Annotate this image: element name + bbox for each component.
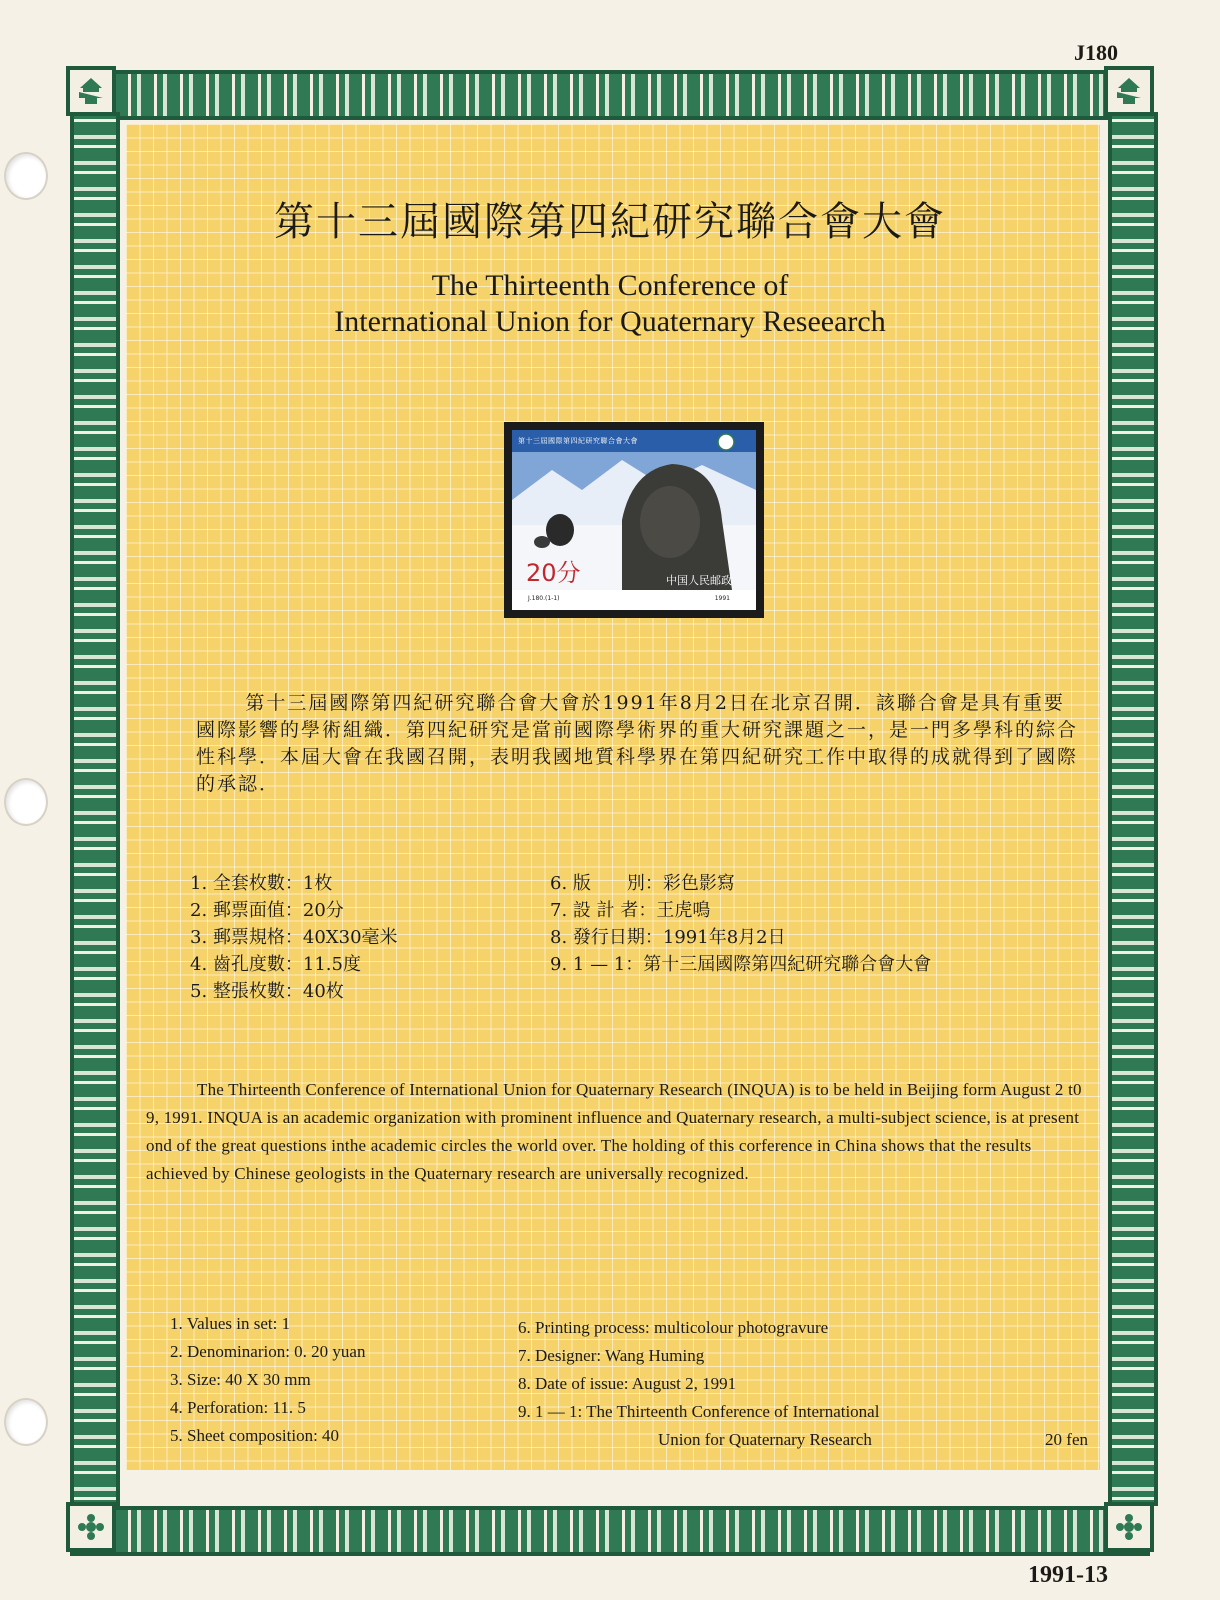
pagoda-icon <box>76 76 106 106</box>
spec-item <box>518 1426 1088 1454</box>
binder-hole-bottom <box>4 1398 48 1446</box>
specs-english-right <box>518 1314 1088 1454</box>
border-bottom <box>70 1506 1150 1556</box>
spec-item-continuation: Union for Quaternary Research <box>658 1430 872 1449</box>
spec-item: 1. 全套枚數：1枚 <box>190 873 333 894</box>
spec-item: 8. Date of issue: August 2, 1991 <box>518 1374 737 1393</box>
stamp <box>512 430 756 610</box>
page-code: J180 <box>1074 40 1118 65</box>
description-english: The Thirteenth Conference of International Union for Quaternary Research (INQUA) is to be held in Beijing form August 2 t0 9, 1991. INQUA is an academic organization with prominent influence and Quaternary research, a multi-subject science, is at present ond of the great questions inthe academic circles the world over. The holding of this corference in China shows that the results achieved by Chinese geologists in the Quaternary research are universally recognized. <box>146 1080 1082 1183</box>
spec-item: 9. 1 — 1: The Thirteenth Conference of International <box>518 1402 880 1421</box>
spec-item: 4. 齒孔度數：11.5度 <box>190 954 361 975</box>
spec-item: 3. Size: 40 X 30 mm <box>170 1370 311 1389</box>
stamp-denomination: 20分 <box>526 559 581 587</box>
pagoda-icon <box>1114 76 1144 106</box>
spec-item: 2. Denominarion: 0. 20 yuan <box>170 1342 366 1361</box>
stamp-code: J.180.(1-1) <box>528 595 560 602</box>
description-chinese: 第十三屆國際第四紀研究聯合會大會於1991年8月2日在北京召開．該聯合會是具有重要國際影響的學術組織．第四紀研究是當前國際學術界的重大研究課題之一，是一門多學科的綜合性科學．本屆大會在我國召開，表明我國地質科學界在第四紀研究工作中取得的成就得到了國際的承認． <box>196 692 1079 795</box>
spec-item: 6. Printing process: multicolour photogravure <box>518 1318 829 1337</box>
spec-item: 1. Values in set: 1 <box>170 1314 291 1333</box>
spec-item: 2. 郵票面值：20分 <box>190 900 344 921</box>
specs-chinese-left <box>190 870 398 1005</box>
spec-value-fen: 20 fen <box>1045 1430 1088 1449</box>
corner-ornament-top-left <box>66 66 116 116</box>
stamp-mount <box>504 422 764 618</box>
corner-ornament-top-right <box>1104 66 1154 116</box>
specs-english-left <box>170 1310 365 1450</box>
corner-ornament-bottom-left <box>66 1502 116 1552</box>
spec-item: 5. Sheet composition: 40 <box>170 1426 340 1445</box>
title-english <box>270 268 950 340</box>
corner-ornament-bottom-right <box>1104 1502 1154 1552</box>
spec-item: 9. 1 — 1：第十三屆國際第四紀研究聯合會大會 <box>550 954 932 975</box>
title-english-line1: The Thirteenth Conference of <box>431 269 789 302</box>
spec-item: 7. 設 計 者：王虎鳴 <box>550 900 711 921</box>
title-english-line2: International Union for Quaternary Reseearch <box>334 305 886 338</box>
stamp-year: 1991 <box>714 595 730 602</box>
page-footer: 1991-13 <box>1028 1562 1108 1588</box>
spec-item: 4. Perforation: 11. 5 <box>170 1398 306 1417</box>
stamp-banner: 第十三屆國際第四紀研究聯合會大會 <box>518 437 638 445</box>
title-chinese: 第十三屆國際第四紀研究聯合會大會 <box>274 199 946 245</box>
spec-item: 3. 郵票規格：40X30毫米 <box>190 927 398 948</box>
border-top <box>70 70 1150 120</box>
spec-item: 5. 整張枚數：40枚 <box>190 981 344 1002</box>
flower-icon <box>76 1512 106 1542</box>
specs-chinese-right <box>550 870 931 978</box>
spec-item: 6. 版 別：彩色影寫 <box>550 873 735 894</box>
border-left <box>70 112 120 1506</box>
spec-item: 7. Designer: Wang Huming <box>518 1346 705 1365</box>
spec-item: 8. 發行日期：1991年8月2日 <box>550 927 786 948</box>
border-right <box>1108 112 1158 1506</box>
binder-hole-middle <box>4 778 48 826</box>
flower-icon <box>1114 1512 1144 1542</box>
stamp-post-label: 中国人民邮政 <box>666 574 732 587</box>
